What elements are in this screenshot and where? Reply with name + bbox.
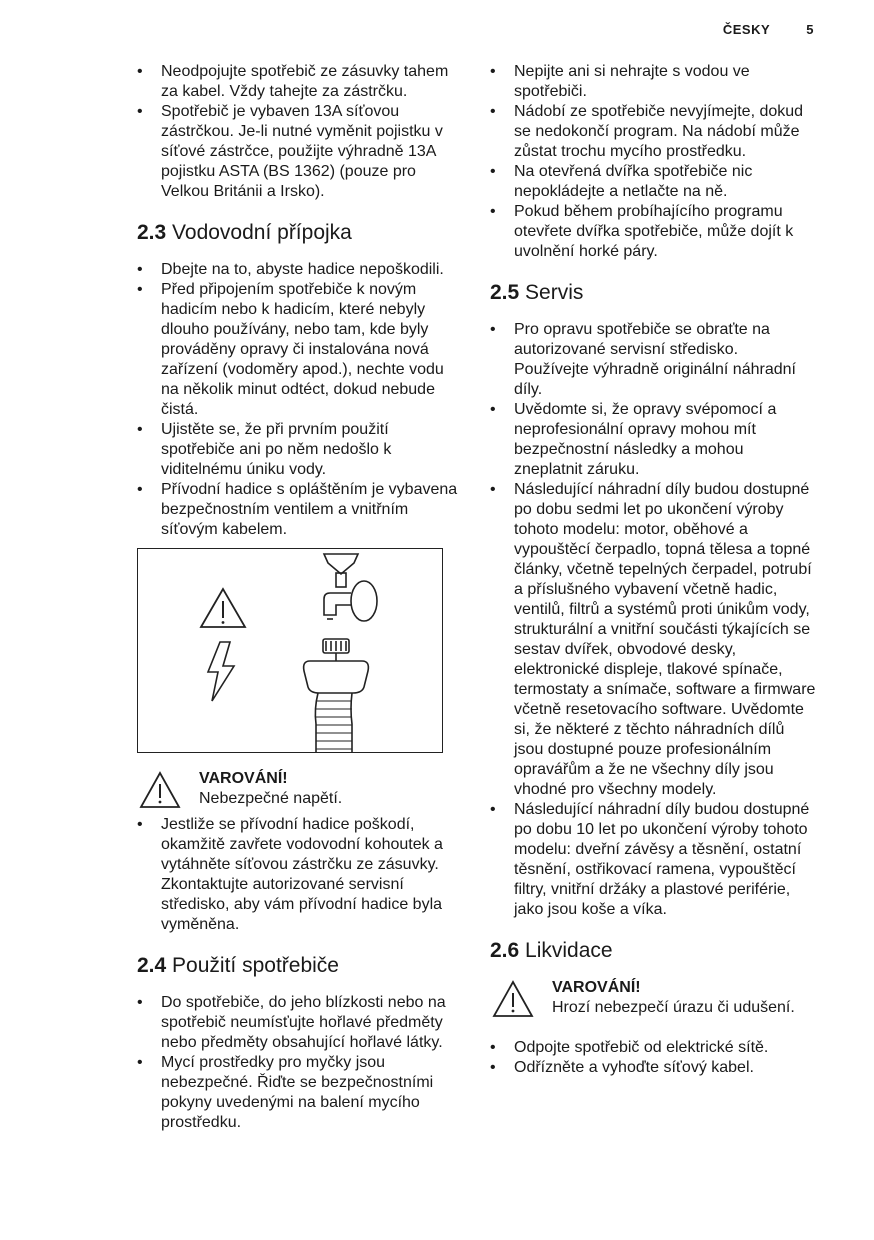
list-item: • Odřízněte a vyhoďte síťový kabel. [490,1058,816,1078]
header-language: ČESKY [722,22,771,37]
list-item: • Přívodní hadice s opláštěním je vybavena bezpečnostním ventilem a vnitřním síťovým kabelem. [137,480,463,540]
hose-illustration [137,548,443,753]
list-item: • Neodpojujte spotřebič ze zásuvky tahem za kabel. Vždy tahejte za zástrčku. [137,62,463,102]
section-2-5-list [490,320,816,920]
left-column [137,62,463,1133]
section-heading-2-5: 2.5 Servis [490,281,584,304]
list-item: • Dbejte na to, abyste hadice nepoškodili. [137,260,463,280]
list-item: • Jestliže se přívodní hadice poškodí, okamžitě zavřete vodovodní kohoutek a vytáhněte síťovou zástrčku ze zásuvky. Zkontaktujte autorizované servisní středisko, aby vám přívodní hadice byla vyměněna. [137,815,463,935]
section-2-3-list [137,260,463,540]
list-item: • Mycí prostředky pro myčky jsou nebezpečné. Řiďte se bezpečnostními pokyny uvedenými na balení mycího prostředku. [137,1053,463,1133]
lightning-icon [208,642,234,701]
warning-triangle-icon [139,771,181,809]
warning-box-suffocation [490,978,816,1018]
list-item: • Následující náhradní díly budou dostupné po dobu sedmi let po ukončení výroby tohoto modelu: motor, oběhové a vypouštěcí čerpadlo, topná tělesa a topné články, včetně tepelných čerpadel, potrubí a příslušného vybavení včetně hadic, ventilů, filtrů a systémů proti únikům vody, strukturální a vnitřní součásti týkajících se sestav dvířek, obvodové desky, elektronické displeje, tlakové spínače, termostaty a snímače, software a firmware včetně resetovacího software. Uvědomte si, že některé z těchto náhradních dílů jsou dostupné pouze profesionálním opravářům a že ne všechny díly jsou vhodné pro všechny modely. [490,480,816,800]
section-2-6-list [490,1038,816,1078]
warning-title: VAROVÁNÍ! [552,979,641,996]
section-heading-2-4: 2.4 Použití spotřebiče [137,954,339,977]
warning-text: Nebezpečné napětí. [199,790,343,807]
warning-triangle-icon [201,589,245,627]
warning-text: Hrozí nebezpečí úrazu či udušení. [552,999,795,1016]
list-item: • Spotřebič je vybaven 13A síťovou zástrčkou. Je-li nutné vyměnit pojistku v síťové zástrčce, použijte výhradně 13A pojistku ASTA (BS 1362) (pouze pro Velkou Británii a Irsko). [137,102,463,202]
water-tap-icon [324,554,377,621]
list-item: • Pokud během probíhajícího programu otevřete dvířka spotřebiče, může dojít k uvolnění horké páry. [490,202,816,262]
warning-triangle-icon [492,980,534,1018]
page-header [723,22,814,37]
list-item: • Do spotřebiče, do jeho blízkosti nebo na spotřebič neumísťujte hořlavé předměty nebo předměty obsahující hořlavé látky. [137,993,463,1053]
warning-title: VAROVÁNÍ! [199,770,288,787]
intro-list-right [490,62,816,262]
section-heading-2-3: 2.3 Vodovodní přípojka [137,221,352,244]
list-item: • Nepijte ani si nehrajte s vodou ve spotřebiči. [490,62,816,102]
list-item: • Odpojte spotřebič od elektrické sítě. [490,1038,816,1058]
section-2-4-list [137,993,463,1133]
section-2-3-after-list [137,815,463,935]
list-item: • Uvědomte si, že opravy svépomocí a neprofesionální opravy mohou mít bezpečnostní následky a mohou zneplatnit záruku. [490,400,816,480]
section-heading-2-6: 2.6 Likvidace [490,939,613,962]
right-column [490,62,816,1078]
list-item: • Na otevřená dvířka spotřebiče nic nepokládejte a netlačte na ně. [490,162,816,202]
page-number: 5 [806,22,814,37]
list-item: • Před připojením spotřebiče k novým hadicím nebo k hadicím, které nebyly dlouho používány, nebo tam, kde byly prováděny opravy či instalována nová zařízení (vodoměry apod.), nechte vodu na několik minut odtéct, dokud nebude čistá. [137,280,463,420]
intro-list-left [137,62,463,202]
warning-box-voltage [137,769,463,809]
list-item: • Nádobí ze spotřebiče nevyjímejte, dokud se nedokončí program. Na nádobí může zůstat trochu mycího prostředku. [490,102,816,162]
list-item: • Ujistěte se, že při prvním použití spotřebiče ani po něm nedošlo k viditelnému úniku vody. [137,420,463,480]
hose-connector-icon [304,639,369,752]
list-item: • Pro opravu spotřebiče se obraťte na autorizované servisní středisko. Používejte výhradně originální náhradní díly. [490,320,816,400]
list-item: • Následující náhradní díly budou dostupné po dobu 10 let po ukončení výroby tohoto modelu: dveřní závěsy a těsnění, ostatní těsnění, ostřikovací ramena, vypouštěcí filtry, vnitřní držáky a plastové periférie, jako jsou koše a víka. [490,800,816,920]
